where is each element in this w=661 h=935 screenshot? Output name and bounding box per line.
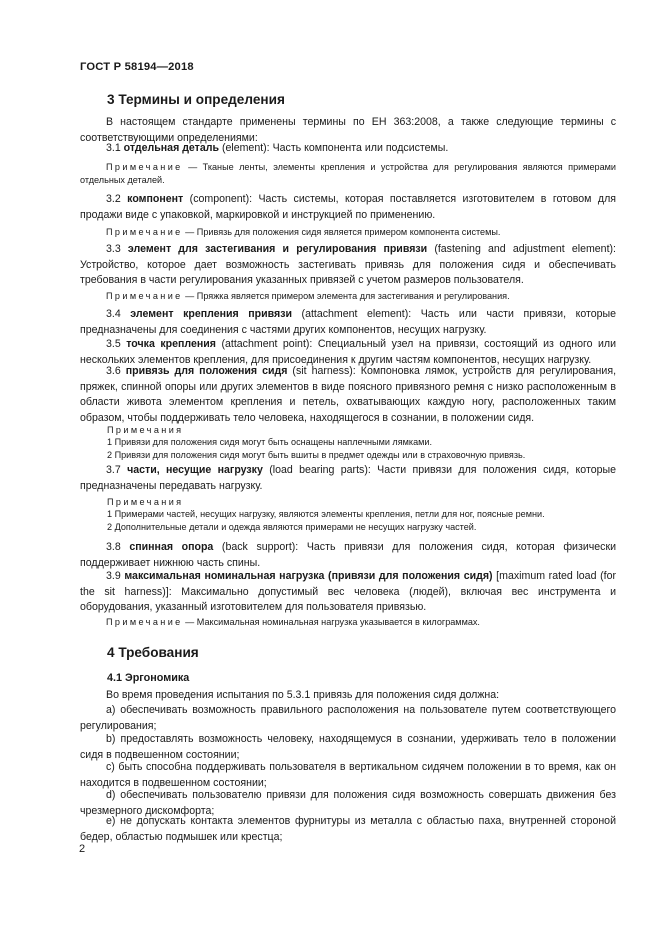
term-definition: (attachment point): Специальный узел на привязи, состоящий из одного или нескольких элементов крепления, для присоединения к другим частям компонентов, несущих нагрузку. (80, 338, 617, 366)
term-title: компонент (127, 193, 184, 205)
section-4-heading: 4 Требования (107, 645, 199, 660)
note-label: Примечание (106, 291, 183, 301)
term-3-7 (80, 463, 616, 494)
section-3-intro: В настоящем стандарте применены термины по ЕН 363:2008, а также следующие термины с соответствующими определениями: (80, 116, 616, 144)
term-number: 3.7 (106, 464, 128, 476)
term-3-2 (80, 192, 616, 223)
note-text: — Максимальная номинальная нагрузка указывается в килограммах. (182, 617, 480, 627)
term-number: 3.9 (106, 570, 125, 582)
term-number: 3.2 (106, 193, 128, 205)
term-title: максимальная номинальная нагрузка (привязи для положения сидя) (124, 570, 493, 582)
term-definition: (sit harness): Компоновка лямок, устройств для регулирования, пряжек, спинной опоры или других элементов в виде поясного привязного ремня с низко расположенным в области живота элементом крепления и петель, охватывающих каждую ногу, расположенных таким образом, чтобы поддерживать тело человека, находящегося в сознании, в положении сидя. (80, 365, 617, 424)
term-title: отдельная деталь (123, 142, 219, 154)
notes-3-7-label: Примечания (107, 497, 184, 507)
note-3-6-item-1: 1 Привязи для положения сидя могут быть оснащены наплечными лямками. (107, 437, 433, 447)
note-3-2 (80, 226, 616, 239)
term-title: спинная опора (129, 541, 214, 553)
subsection-4-1-heading: 4.1 Эргономика (107, 672, 190, 684)
term-3-4 (80, 307, 616, 338)
section-3-heading: 3 Термины и определения (107, 92, 285, 107)
term-number: 3.6 (106, 365, 126, 377)
note-3-9 (80, 616, 616, 629)
term-3-9 (80, 569, 616, 616)
note-text: — Привязь для положения сидя является примером компонента системы. (182, 227, 501, 237)
term-number: 3.1 (106, 142, 124, 154)
term-3-8 (80, 540, 616, 571)
page-number: 2 (79, 843, 86, 855)
term-number: 3.3 (106, 243, 128, 255)
note-3-1 (80, 161, 616, 188)
term-title: элемент для застегивания и регулирования привязи (127, 243, 428, 255)
requirement-d: d) обеспечивать пользователю привязи для положения сидя возможность совершать движения без чрезмерного дискомфорта; (80, 789, 616, 817)
note-text: — Тканые ленты, элементы крепления и устройства для регулирования являются примерами отдельных деталей. (80, 162, 616, 186)
term-3-6 (80, 364, 616, 426)
term-number: 3.4 (106, 308, 131, 320)
term-definition: (fastening and adjustment element): Устройство, которое дает возможность застегивать привязь для положения сидя и обеспечивать требования в части регулирования указанных привязей с учетом размеров пользователя. (80, 243, 616, 287)
note-label: Примечание (106, 617, 183, 627)
term-definition: (component): Часть системы, которая поставляется изготовителем в готовом для продажи виде с упаковкой, маркировкой и инструкцией по применению. (80, 193, 616, 221)
requirement-a: а) обеспечивать возможность правильного расположения на пользователе путем соответствующего регулирования; (80, 704, 616, 732)
term-3-3 (80, 242, 616, 289)
note-text: — Пряжка является примером элемента для застегивания и регулирования. (182, 291, 510, 301)
note-3-7-item-1: 1 Примерами частей, несущих нагрузку, являются элементы крепления, петли для ног, поясные ремни. (107, 509, 545, 519)
note-label: Примечание (106, 227, 183, 237)
note-3-6-item-2: 2 Привязи для положения сидя могут быть вшиты в предмет одежды или в страховочную привязь. (107, 450, 526, 460)
document-header: ГОСТ Р 58194—2018 (80, 61, 194, 73)
requirement-c: с) быть способна поддерживать пользователя в вертикальном сидячем положении в то время, как он находится в подвешенном состоянии; (80, 761, 616, 789)
term-number: 3.5 (106, 338, 127, 350)
notes-3-6-label: Примечания (107, 425, 184, 435)
term-title: привязь для положения сидя (125, 365, 288, 377)
term-title: части, несущие нагрузку (127, 464, 263, 476)
note-3-3 (80, 290, 616, 303)
term-number: 3.8 (106, 541, 130, 553)
term-title: элемент крепления привязи (130, 308, 292, 320)
term-definition: (element): Часть компонента или подсистемы. (219, 142, 449, 154)
note-3-7-item-2: 2 Дополнительные детали и одежда являются примерами не несущих нагрузку частей. (107, 522, 477, 532)
requirement-b: b) предоставлять возможность человеку, находящемуся в сознании, удерживать тело в положении сидя в подвешенном состоянии; (80, 733, 616, 761)
note-label: Примечание (106, 162, 183, 172)
term-3-1 (80, 141, 616, 157)
term-definition: (back support): Часть привязи для положения сидя, которая физически поддерживает нижнюю часть спины. (80, 541, 617, 569)
term-definition: [maximum rated load (for the sit harness)]: Максимально допустимый вес человека (людей), включая вес инструмента и оборудования, указанный изготовителем для пользователя привязью. (80, 570, 616, 614)
term-title: точка крепления (126, 338, 216, 350)
section-4-1-intro: Во время проведения испытания по 5.3.1 привязь для положения сидя должна: (106, 689, 500, 701)
term-definition: (load bearing parts): Части привязи для положения сидя, которые предназначены передавать нагрузку. (80, 464, 616, 492)
requirement-e: е) не допускать контакта элементов фурнитуры из металла с областью паха, внутренней стороной бедер, областью подмышек или крестца; (80, 815, 616, 843)
term-definition: (attachment element): Часть или части привязи, которые предназначены для соединения с частями других компонентов, несущих нагрузку. (80, 308, 616, 336)
